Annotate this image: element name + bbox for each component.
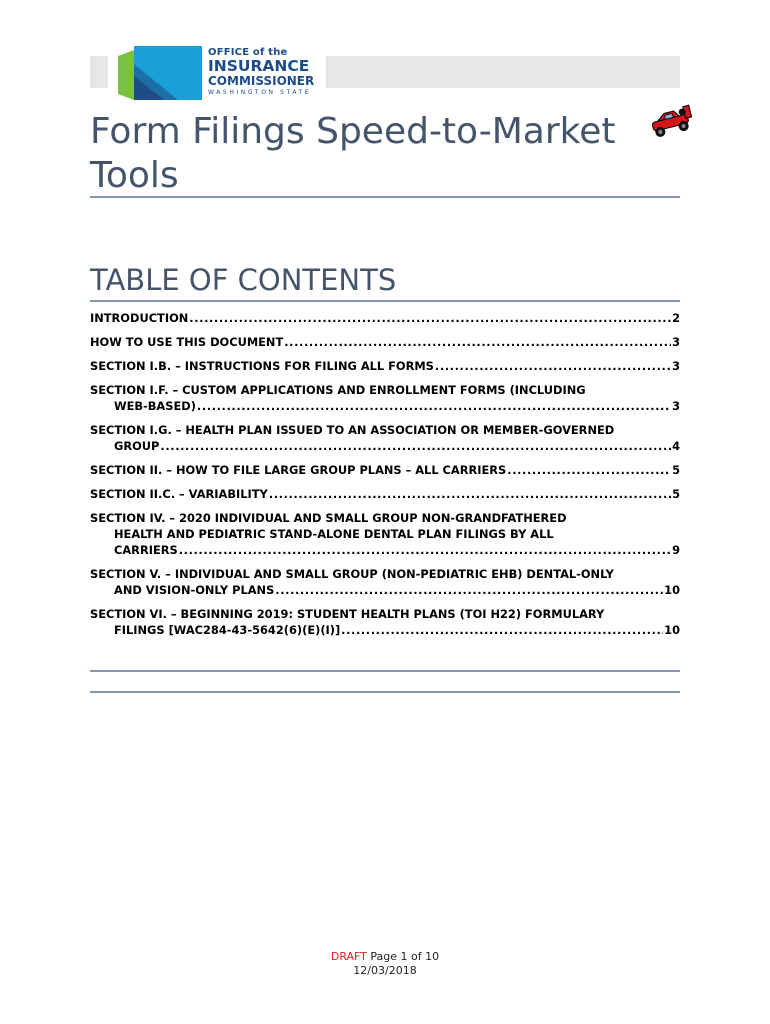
toc-leader-dots	[284, 334, 671, 350]
toc-entry-line	[90, 526, 680, 542]
toc-end-rule-2	[90, 691, 680, 693]
toc-entry-text: WEB-BASED)	[114, 399, 196, 413]
page-footer	[0, 950, 770, 978]
toc-entry-text: SECTION I.F. – CUSTOM APPLICATIONS AND ENROLLMENT FORMS (INCLUDING	[90, 383, 586, 397]
footer-page-line	[0, 950, 770, 964]
toc-page-number: 4	[672, 439, 680, 453]
toc-leader-dots	[275, 582, 663, 598]
table-of-contents	[90, 310, 680, 646]
toc-page-number: 10	[664, 583, 680, 597]
draft-label: DRAFT	[330, 950, 367, 963]
toc-entry[interactable]	[90, 510, 680, 558]
toc-page-number: 5	[672, 487, 680, 501]
toc-entry-line	[90, 582, 680, 598]
toc-entry-line	[90, 566, 680, 582]
toc-entry-text: SECTION I.B. – INSTRUCTIONS FOR FILING ALL FORMS	[90, 359, 434, 373]
toc-entry-text: SECTION II.C. – VARIABILITY	[90, 487, 268, 501]
logo-line-commissioner: COMMISSIONER	[208, 74, 315, 88]
toc-leader-dots	[160, 438, 671, 454]
toc-leader-dots	[507, 462, 671, 478]
toc-page-number: 3	[672, 335, 680, 349]
toc-page-number: 3	[672, 399, 680, 413]
oic-logo-icon	[118, 46, 202, 100]
toc-entry-line	[90, 398, 680, 414]
toc-entry-line	[90, 358, 680, 374]
toc-entry-text: SECTION II. – HOW TO FILE LARGE GROUP PLANS – ALL CARRIERS	[90, 463, 507, 477]
toc-entry[interactable]	[90, 382, 680, 414]
title-rule	[90, 196, 680, 198]
toc-heading: TABLE OF CONTENTS	[90, 263, 397, 297]
toc-entry[interactable]	[90, 566, 680, 598]
toc-entry-line	[90, 510, 680, 526]
toc-entry-text: SECTION VI. – BEGINNING 2019: STUDENT HEALTH PLANS (TOI H22) FORMULARY	[90, 607, 605, 621]
toc-entry-line	[90, 606, 680, 622]
toc-page-number: 10	[664, 623, 680, 637]
toc-page-number: 2	[672, 311, 680, 325]
page-number: Page 1 of 10	[366, 950, 440, 963]
toc-entry-text: SECTION IV. – 2020 INDIVIDUAL AND SMALL GROUP NON-GRANDFATHERED	[90, 511, 567, 525]
toc-entry-line	[90, 334, 680, 350]
toc-leader-dots	[179, 542, 671, 558]
toc-leader-dots	[435, 358, 671, 374]
header-bar-right	[326, 56, 680, 88]
toc-page-number: 9	[672, 543, 680, 557]
toc-page-number: 5	[672, 463, 680, 477]
toc-leader-dots	[341, 622, 663, 638]
toc-entry-line	[90, 422, 680, 438]
toc-entry-text: FILINGS [WAC284-43-5642(6)(E)(I)]	[114, 623, 341, 637]
toc-leader-dots	[269, 486, 671, 502]
toc-entry-line	[90, 542, 680, 558]
toc-end-rule	[90, 670, 680, 672]
race-car-icon	[646, 104, 696, 138]
toc-entry-line	[90, 438, 680, 454]
logo-line-state: WASHINGTON STATE	[208, 89, 312, 96]
toc-entry-line	[90, 486, 680, 502]
toc-entry-line	[90, 382, 680, 398]
header-bar-left	[90, 56, 108, 88]
toc-entry[interactable]	[90, 310, 680, 326]
toc-entry[interactable]	[90, 334, 680, 350]
toc-entry-line	[90, 462, 680, 478]
toc-entry[interactable]	[90, 422, 680, 454]
toc-leader-dots	[197, 398, 671, 414]
toc-heading-rule	[90, 300, 680, 302]
toc-page-number: 3	[672, 359, 680, 373]
toc-entry-text: GROUP	[114, 439, 160, 453]
logo-line-insurance: INSURANCE	[208, 57, 310, 75]
toc-entry-text: HEALTH AND PEDIATRIC STAND-ALONE DENTAL PLAN FILINGS BY ALL	[114, 527, 554, 541]
toc-leader-dots	[189, 310, 671, 326]
toc-entry-text: INTRODUCTION	[90, 311, 189, 325]
toc-entry[interactable]	[90, 358, 680, 374]
document-title: Form Filings Speed-to-Market Tools	[90, 111, 616, 196]
logo-line-office: OFFICE of the	[208, 47, 288, 58]
toc-entry-line	[90, 622, 680, 638]
toc-entry-text: CARRIERS	[114, 543, 178, 557]
footer-date: 12/03/2018	[353, 964, 417, 977]
toc-entry-text: AND VISION-ONLY PLANS	[114, 583, 275, 597]
toc-entry-text: HOW TO USE THIS DOCUMENT	[90, 335, 284, 349]
logo-text	[208, 47, 324, 98]
toc-entry[interactable]	[90, 486, 680, 502]
toc-entry-line	[90, 310, 680, 326]
toc-entry-text: SECTION V. – INDIVIDUAL AND SMALL GROUP (NON-PEDIATRIC EHB) DENTAL-ONLY	[90, 567, 614, 581]
toc-entry[interactable]	[90, 462, 680, 478]
toc-entry-text: SECTION I.G. – HEALTH PLAN ISSUED TO AN ASSOCIATION OR MEMBER-GOVERNED	[90, 423, 615, 437]
toc-entry[interactable]	[90, 606, 680, 638]
